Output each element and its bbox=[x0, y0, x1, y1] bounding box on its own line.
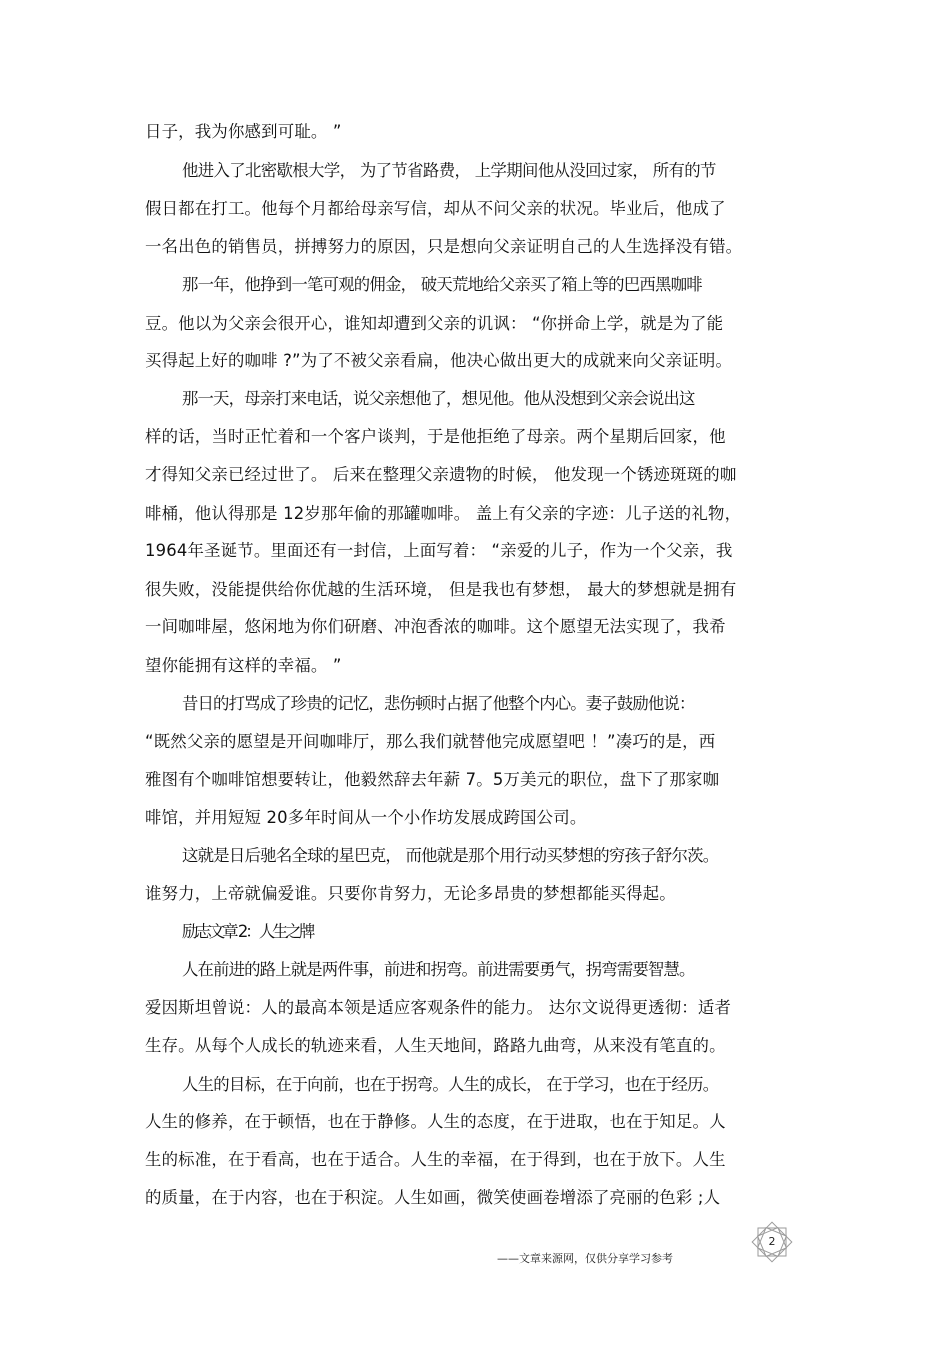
text-line: 雅图有个咖啡馆想要转让，他毅然辞去年薪 7。5万美元的职位，盘下了那家咖 bbox=[145, 770, 720, 789]
text-line: 的质量，在于内容，也在于积淀。人生如画，微笑使画卷增添了亮丽的色彩 ;人 bbox=[145, 1188, 721, 1207]
text-line: 一间咖啡屋，悠闲地为你们研磨、冲泡香浓的咖啡。这个愿望无法实现了，我希 bbox=[145, 617, 726, 636]
text-line: 买得起上好的咖啡 ?”为了不被父亲看扁，他决心做出更大的成就来向父亲证明。 bbox=[145, 351, 733, 370]
page-number: 2 bbox=[768, 1235, 776, 1248]
footer-source-note: ——文章来源网，仅供分享学习参考 bbox=[497, 1252, 673, 1265]
text-line: 爱因斯坦曾说：人的最高本领是适应客观条件的能力。 达尔文说得更透彻：适者 bbox=[145, 998, 732, 1017]
text-line: 日子，我为你感到可耻。 ” bbox=[145, 122, 342, 141]
text-line: 人在前进的路上就是两件事，前进和拐弯。前进需要勇气，拐弯需要智慧。 bbox=[182, 960, 695, 979]
text-line: 生的标准，在于看高，也在于适合。人生的幸福，在于得到，也在于放下。人生 bbox=[145, 1150, 726, 1169]
text-line: 豆。他以为父亲会很开心，谁知却遭到父亲的讥讽： “你拼命上学，就是为了能 bbox=[145, 314, 724, 333]
text-line: 人生的修养，在于顿悟，也在于静修。人生的态度，在于进取，也在于知足。人 bbox=[145, 1112, 726, 1131]
text-line: 望你能拥有这样的幸福。 ” bbox=[145, 656, 342, 675]
text-line: 这就是日后驰名全球的星巴克， 而他就是那个用行动买梦想的穷孩子舒尔茨。 bbox=[182, 846, 719, 865]
text-line: 才得知父亲已经过世了。 后来在整理父亲遗物的时候， 他发现一个锈迹斑斑的咖 bbox=[145, 465, 737, 484]
text-line: 那一天，母亲打来电话，说父亲想他了，想见他。他从没想到父亲会说出这 bbox=[182, 389, 695, 408]
text-line: “既然父亲的愿望是开间咖啡厅，那么我们就替他完成愿望吧 ！”凑巧的是，西 bbox=[145, 732, 716, 751]
text-line: 假日都在打工。他每个月都给母亲写信，却从不问父亲的状况。毕业后，他成了 bbox=[145, 199, 726, 218]
text-line: 一名出色的销售员，拼搏努力的原因，只是想向父亲证明自己的人生选择没有错。 bbox=[145, 237, 743, 256]
text-line: 啡馆，并用短短 20多年时间从一个小作坊发展成跨国公司。 bbox=[145, 808, 587, 827]
page-number-badge bbox=[748, 1218, 796, 1266]
section-heading: 励志文章 2：人生之牌 bbox=[182, 922, 313, 941]
text-line: 很失败，没能提供给你优越的生活环境， 但是我也有梦想， 最大的梦想就是拥有 bbox=[145, 580, 737, 599]
text-line: 生存。从每个人成长的轨迹来看，人生天地间，路路九曲弯，从来没有笔直的。 bbox=[145, 1036, 726, 1055]
text-line: 1964年圣诞节。里面还有一封信，上面写着： “亲爱的儿子，作为一个父亲，我 bbox=[145, 541, 733, 560]
text-line: 啡桶，他认得那是 12岁那年偷的那罐咖啡。 盖上有父亲的字迹：儿子送的礼物， bbox=[145, 504, 742, 523]
text-line: 那一年，他挣到一笔可观的佣金， 破天荒地给父亲买了箱上等的巴西黑咖啡 bbox=[182, 275, 702, 294]
text-line: 谁努力，上帝就偏爱谁。只要你肯努力，无论多昂贵的梦想都能买得起。 bbox=[145, 884, 676, 903]
text-line: 他进入了北密歇根大学， 为了节省路费， 上学期间他从没回过家， 所有的节 bbox=[182, 161, 716, 180]
text-line: 昔日的打骂成了珍贵的记忆，悲伤顿时占据了他整个内心。妻子鼓励他说： bbox=[182, 694, 695, 713]
text-line: 样的话，当时正忙着和一个客户谈判，于是他拒绝了母亲。两个星期后回家，他 bbox=[145, 427, 726, 446]
text-line: 人生的目标，在于向前，也在于拐弯。人生的成长， 在于学习，也在于经历。 bbox=[182, 1075, 719, 1094]
